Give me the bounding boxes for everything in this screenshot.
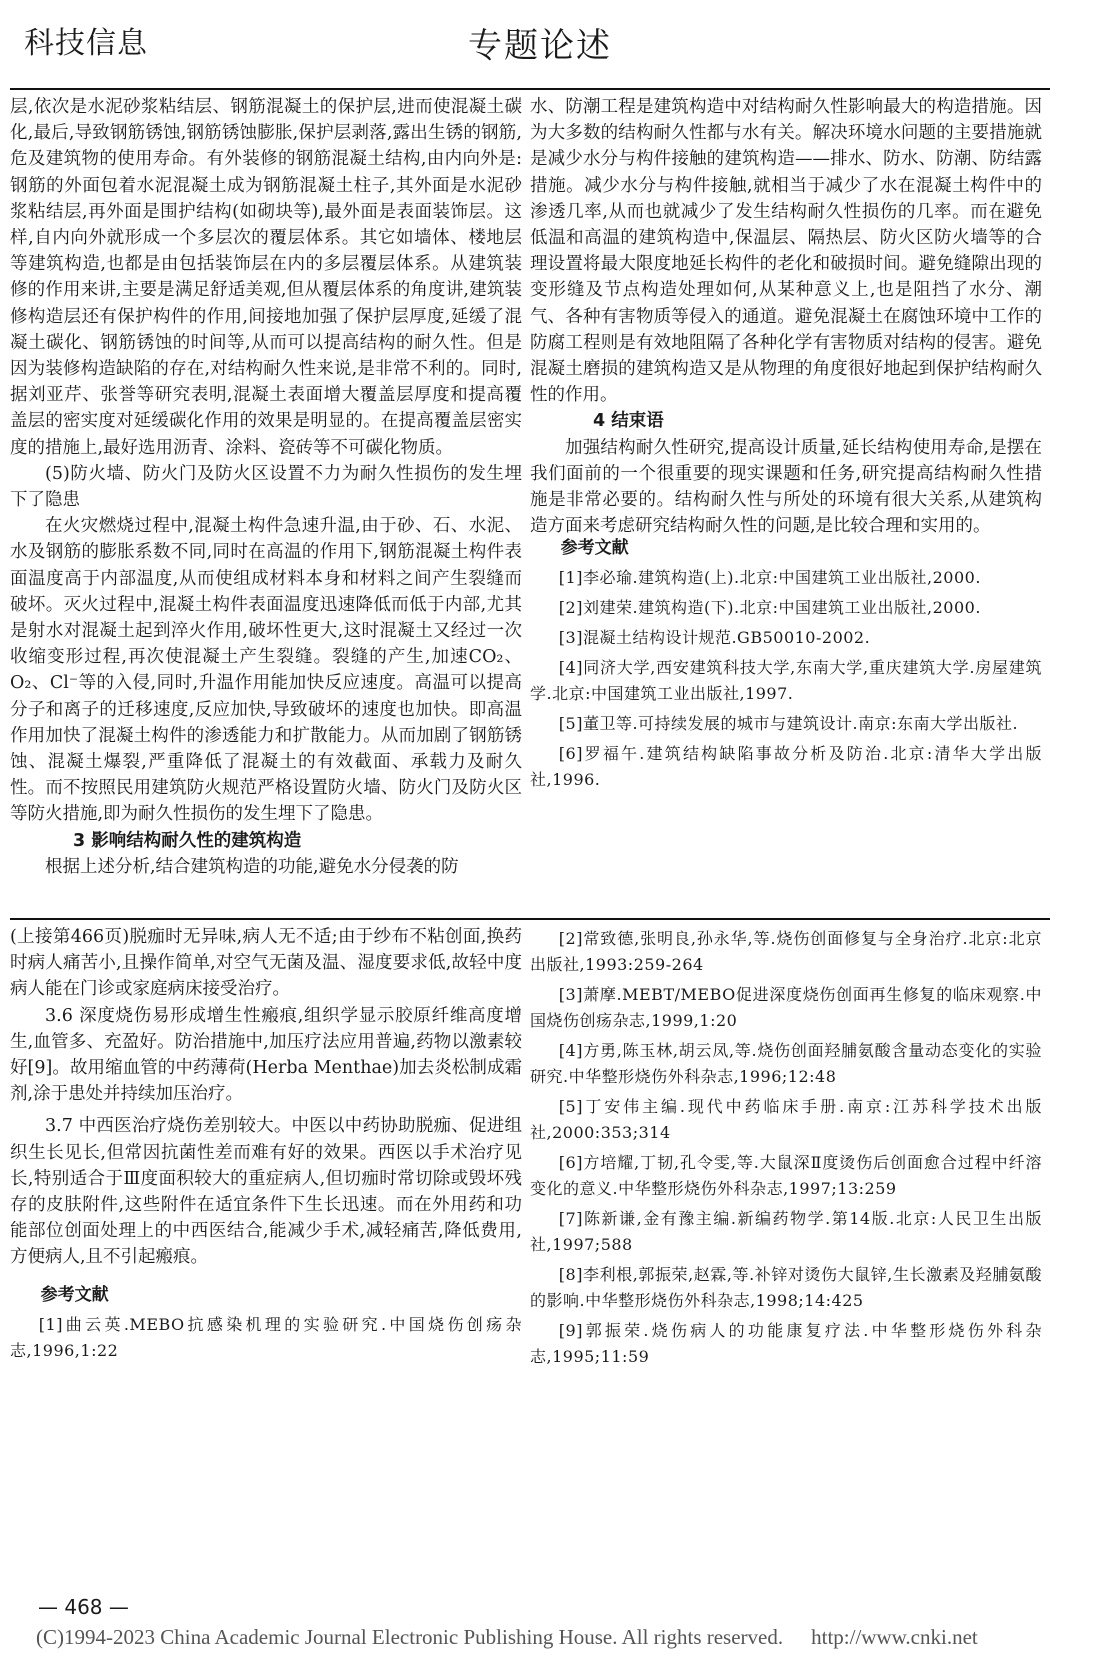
article1-references xyxy=(530,535,1042,797)
reference-item: [4]方勇,陈玉林,胡云凤,等.烧伤创面羟脯氨酸含量动态变化的实验研究.中华整形烧伤外科杂志,1996;12:48 xyxy=(530,1041,1042,1086)
journal-name: 科技信息 xyxy=(24,26,148,61)
reference-item: [5]董卫等.可持续发展的城市与建筑设计.南京:东南大学出版社. xyxy=(558,714,1019,733)
article2-left-references xyxy=(10,1282,522,1368)
article2-left-column xyxy=(10,924,522,1271)
copyright-line xyxy=(36,1625,978,1650)
references-heading: 参考文献 xyxy=(40,1285,109,1305)
paragraph: 3.6 深度烧伤易形成增生性瘢痕,组织学显示胶原纤维高度增生,血管多、充盈好。防治措施中,加压疗法应用普遍,药物以激素较好[9]。故用缩血管的中药薄荷(Herba Menthae)加去炎松制成霜剂,涂于患处并持续加压治疗。 xyxy=(10,1005,522,1105)
reference-item: [7]陈新谦,金有豫主编.新编药物学.第14版.北京:人民卫生出版社,1997;588 xyxy=(530,1209,1042,1254)
paragraph: 水、防潮工程是建筑构造中对结构耐久性影响最大的构造措施。因为大多数的结构耐久性都与水有关。解决环境水问题的主要措施就是减少水分与构件接触的建筑构造——排水、防水、防潮、防结露措施。减少水分与构件接触,就相当于减少了水在混凝土构件中的渗透几率,从而也就减少了发生结构耐久性损伤的几率。而在避免低温和高温的建筑构造中,保温层、隔热层、防火区防火墙等的合理设置将最大限度地延长构件的老化和破损时间。避免缝隙出现的变形缝及节点构造处理如何,从某种意义上,也是阻挡了水分、潮气、各种有害物质等侵入的通道。避免混凝土在腐蚀环境中工作的防腐工程则是有效地阻隔了各种化学有害物质对结构的侵害。避免混凝土磨损的建筑构造又是从物理的角度很好地起到保护结构耐久性的作用。 xyxy=(530,97,1042,406)
section-title: 专题论述 xyxy=(468,26,612,66)
reference-item: [6]方培耀,丁韧,孔令雯,等.大鼠深Ⅱ度烫伤后创面愈合过程中纤溶变化的意义.中华整形烧伤外科杂志,1997;13:259 xyxy=(530,1153,1042,1198)
reference-item: [5]丁安伟主编.现代中药临床手册.南京:江苏科学技术出版社,2000:353;314 xyxy=(530,1097,1042,1142)
article-separator xyxy=(10,918,1050,920)
paragraph: 在火灾燃烧过程中,混凝土构件急速升温,由于砂、石、水泥、水及钢筋的膨胀系数不同,同时在高温的作用下,钢筋混凝土构件表面温度高于内部温度,从而使组成材料本身和材料之间产生裂缝而破坏。灭火过程中,混凝土构件表面温度迅速降低而低于内部,尤其是射水对混凝土起到淬火作用,破坏性更大,这时混凝土又经过一次收缩变形过程,再次使混凝土产生裂缝。裂缝的产生,加速CO₂、O₂、Cl⁻等的入侵,同时,升温作用能加快反应速度。高温可以提高分子和离子的迁移速度,反应加快,导致破坏的速度也加快。即高温作用加快了混凝土构件的渗透能力和扩散能力。从而加剧了钢筋锈蚀、混凝土爆裂,严重降低了混凝土的有效截面、承载力及耐久性。而不按照民用建筑防火规范严格设置防火墙、防火门及防火区等防火措施,即为耐久性损伤的发生埋下了隐患。 xyxy=(10,516,522,825)
paragraph: 层,依次是水泥砂浆粘结层、钢筋混凝土的保护层,进而使混凝土碳化,最后,导致钢筋锈蚀,钢筋锈蚀膨胀,保护层剥落,露出生锈的钢筋,危及建筑物的使用寿命。有外装修的钢筋混凝土结构,由内向外是:钢筋的外面包着水泥混凝土成为钢筋混凝土柱子,其外面是水泥砂浆粘结层,再外面是围护结构(如砌块等),最外面是表面装饰层。这样,自内向外就形成一个多层次的覆层体系。其它如墙体、楼地层等建筑构造,也都是由包括装饰层在内的多层覆层体系。从建筑装修的作用来讲,主要是满足舒适美观,但从覆层体系的角度讲,建筑装修构造层还有保护构件的作用,间接地加强了保护层厚度,延缓了混凝土碳化、钢筋锈蚀的时间等,从而可以提高结构的耐久性。但是因为装修构造缺陷的存在,对结构耐久性来说,是非常不利的。同时,据刘亚芹、张誉等研究表明,混凝土表面增大覆盖层厚度和提高覆盖层的密实度对延缓碳化作用的效果是明显的。在提高覆盖层密实度的措施上,最好选用沥青、涂料、瓷砖等不可碳化物质。 xyxy=(10,97,522,458)
paragraph: 加强结构耐久性研究,提高设计质量,延长结构使用寿命,是摆在我们面前的一个很重要的现实课题和任务,研究提高结构耐久性措施是非常必要的。结构耐久性与所处的环境有很大关系,从建筑构造方面来考虑研究结构耐久性的问题,是比较合理和实用的。 xyxy=(530,437,1042,537)
article1-right-column xyxy=(530,94,1042,539)
page-number: — 468 — xyxy=(38,1595,129,1619)
cnki-url[interactable]: http://www.cnki.net xyxy=(811,1625,978,1649)
reference-item: [3]萧摩.MEBT/MEBO促进深度烧伤创面再生修复的临床观察.中国烧伤创疡杂志,1999,1:20 xyxy=(530,985,1042,1030)
header-rule xyxy=(10,88,1050,90)
reference-item: [8]李利根,郭振荣,赵霖,等.补锌对烫伤大鼠锌,生长激素及羟脯氨酸的影响.中华整形烧伤外科杂志,1998;14:425 xyxy=(530,1265,1042,1310)
copyright-text: (C)1994-2023 China Academic Journal Electronic Publishing House. All rights reserved. xyxy=(36,1625,784,1649)
reference-item: [2]常致德,张明良,孙永华,等.烧伤创面修复与全身治疗.北京:北京出版社,1993:259-264 xyxy=(530,929,1042,974)
reference-item: [3]混凝土结构设计规范.GB50010-2002. xyxy=(558,628,871,647)
references-heading: 参考文献 xyxy=(560,538,629,558)
reference-item: [6]罗福午.建筑结构缺陷事故分析及防治.北京:清华大学出版社,1996. xyxy=(530,744,1042,789)
reference-item: [1]曲云英.MEBO抗感染机理的实验研究.中国烧伤创疡杂志,1996,1:22 xyxy=(10,1315,522,1360)
article1-left-column xyxy=(10,94,522,880)
reference-item: [1]李必瑜.建筑构造(上).北京:中国建筑工业出版社,2000. xyxy=(558,568,981,587)
article2-right-references xyxy=(530,926,1042,1374)
section-heading: 4 结束语 xyxy=(593,411,664,432)
paragraph: 3.7 中西医治疗烧伤差别较大。中医以中药协助脱痂、促进组织生长见长,但常因抗菌性差而难有好的效果。西医以手术治疗见长,特别适合于Ⅲ度面积较大的重症病人,但切痂时常切除或毁坏残存的皮肤附件,这些附件在适宜条件下生长迅速。而在外用药和功能部位创面处理上的中西医结合,能减少手术,减轻痛苦,降低费用,方便病人,且不引起瘢痕。 xyxy=(10,1116,522,1268)
reference-item: [2]刘建荣.建筑构造(下).北京:中国建筑工业出版社,2000. xyxy=(558,598,981,617)
section-heading: 3 影响结构耐久性的建筑构造 xyxy=(73,830,302,851)
reference-item: [4]同济大学,西安建筑科技大学,东南大学,重庆建筑大学.房屋建筑学.北京:中国建筑工业出版社,1997. xyxy=(530,658,1042,703)
paragraph: (上接第466页)脱痂时无异味,病人无不适;由于纱布不粘创面,换药时病人痛苦小,且操作简单,对空气无菌及温、湿度要求低,故轻中度病人能在门诊或家庭病床接受治疗。 xyxy=(10,927,522,1000)
subheading: (5)防火墙、防火门及防火区设置不力为耐久性损伤的发生埋下了隐患 xyxy=(10,463,522,511)
paragraph: 根据上述分析,结合建筑构造的功能,避免水分侵袭的防 xyxy=(45,856,459,877)
reference-item: [9]郭振荣.烧伤病人的功能康复疗法.中华整形烧伤外科杂志,1995;11:59 xyxy=(530,1321,1042,1366)
